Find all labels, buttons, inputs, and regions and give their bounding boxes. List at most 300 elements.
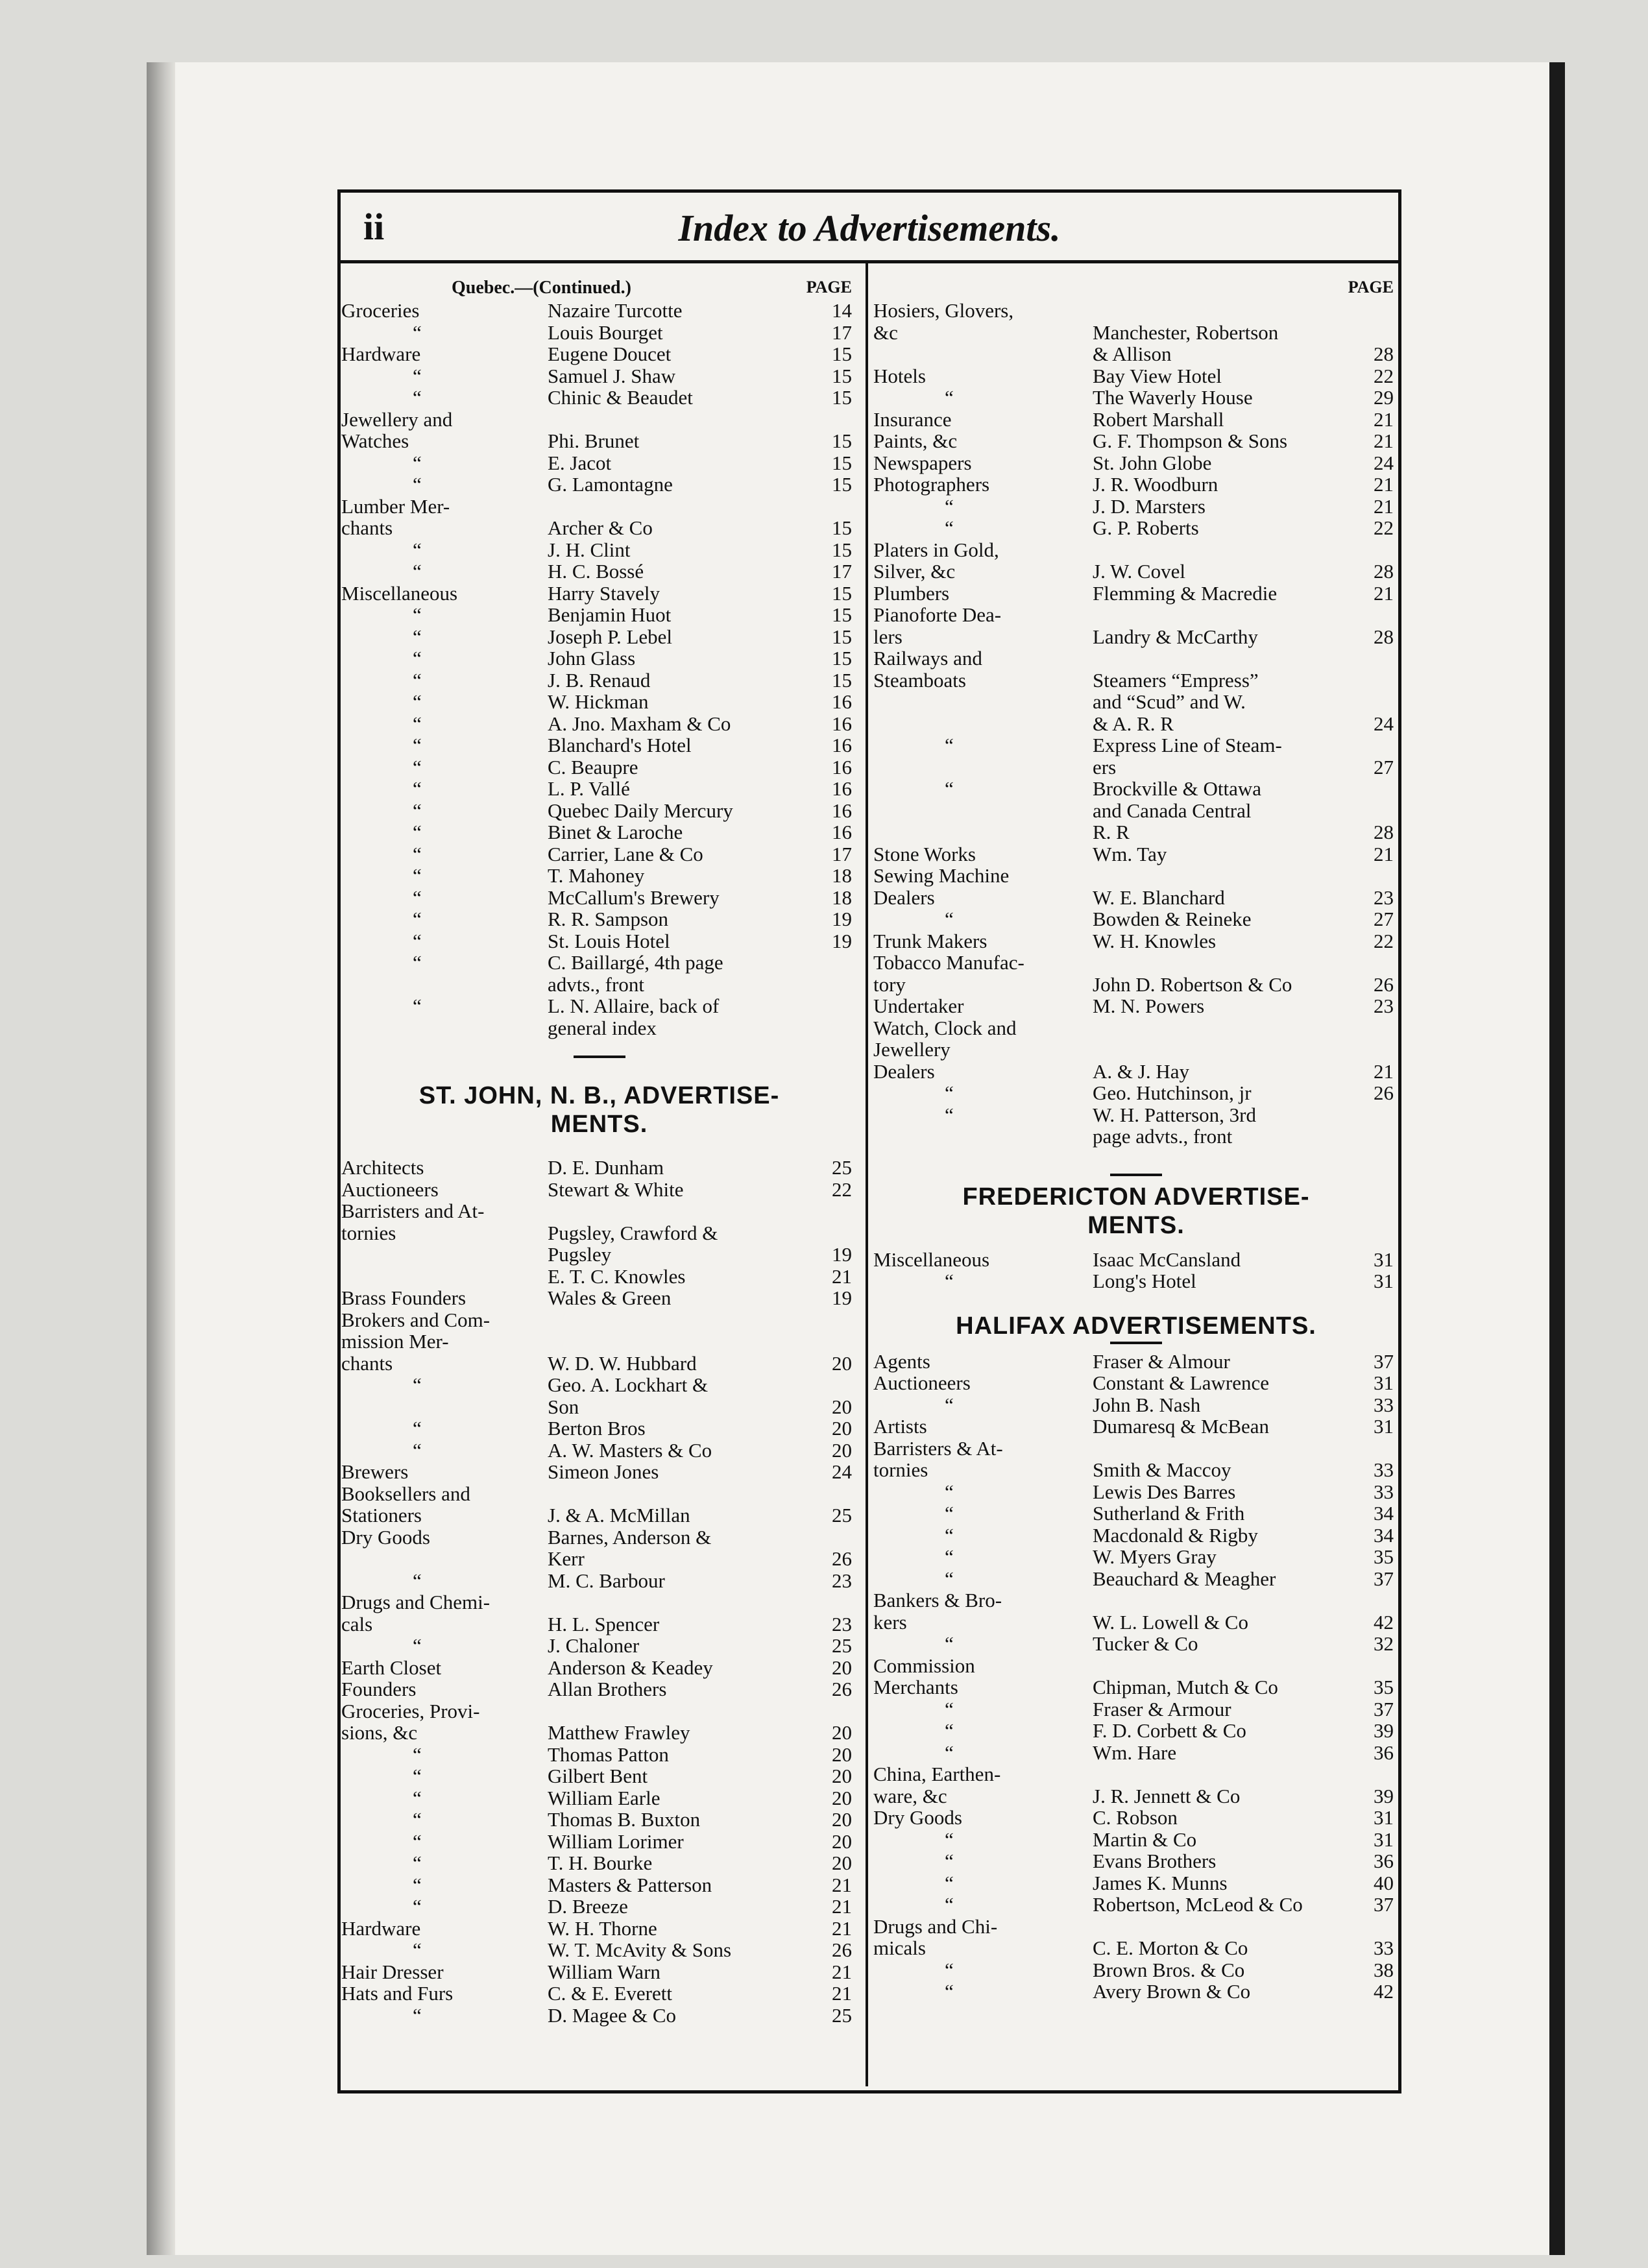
index-entry [873,1438,1399,1460]
advertiser-name: W. L. Lowell & Co [1093,1610,1248,1634]
page-number-ref: 36 [1374,1850,1394,1872]
page-number-ref: 21 [832,1264,852,1288]
category-label: Barristers and At- [341,1200,485,1222]
index-entry [873,300,1399,322]
quebec-heading-row [341,278,857,300]
advertiser-name: W. Hickman [548,690,649,713]
page-number-ref: 37 [1374,1697,1394,1720]
page-title: Index to Advertisements. [678,207,1061,249]
advertiser-name: McCallum's Brewery [548,886,720,909]
index-entry [341,1440,857,1462]
index-entry [873,800,1399,822]
page-number-ref: 15 [832,343,852,365]
category-label: Sewing Machine [873,864,1010,887]
page-number-ref: 28 [1374,343,1394,365]
index-entry [341,647,857,670]
advertiser-name: C. E. Morton & Co [1093,1936,1248,1959]
ditto-mark: “ [945,1719,954,1742]
advertiser-name: Beauchard & Meagher [1093,1567,1276,1590]
advertiser-name: W. H. Thorne [548,1916,657,1940]
advertiser-name: Phi. Brunet [548,429,640,452]
index-entry [341,1874,857,1896]
category-label: chants [341,1351,393,1375]
page-number-ref: 25 [832,1504,852,1526]
index-entry [341,1374,857,1396]
fredericton-entries [873,1249,1399,1292]
page-number-ref: 37 [1374,1567,1394,1590]
category-label: Watch, Clock and [873,1016,1017,1039]
ditto-mark: “ [413,908,422,930]
index-entry [341,2005,857,2027]
advertiser-name: John D. Robertson & Co [1093,972,1292,996]
index-entry [873,1568,1399,1590]
page-number-ref: 15 [832,581,852,605]
index-entry [341,561,857,583]
index-entry [873,1082,1399,1104]
index-entry [873,1742,1399,1764]
page-number-ref: 21 [832,1873,852,1896]
index-entry [341,1157,857,1179]
page-number-ref: 35 [1374,1545,1394,1568]
page-number-ref: 31 [1374,1270,1394,1292]
ditto-mark: “ [413,690,422,713]
stjohn-entries [341,1157,857,2026]
category-label: Plumbers [873,581,950,605]
advertiser-name: Simeon Jones [548,1460,659,1483]
page-number-ref: 31 [1374,1806,1394,1829]
page-number-ref: 16 [832,734,852,756]
index-entry [873,1502,1399,1525]
index-entry [873,1525,1399,1547]
index-entry [873,1270,1399,1292]
category-label: Merchants [873,1676,958,1698]
category-label: Pianoforte Dea- [873,603,1002,626]
index-entry [341,1418,857,1440]
page-number-ref: 15 [832,625,852,648]
page-number-ref: 26 [832,1678,852,1700]
category-label: tornies [873,1458,928,1481]
advertiser-name: St. John Globe [1093,451,1212,474]
index-entry [341,1548,857,1570]
page-number-ref: 15 [832,647,852,670]
advertiser-name: Anderson & Keadey [548,1656,713,1679]
ditto-mark: “ [413,1873,422,1896]
advertiser-name: Martin & Co [1093,1828,1197,1851]
advertiser-name: Sutherland & Frith [1093,1502,1245,1525]
advertiser-name: Quebec Daily Mercury [548,799,733,822]
ditto-mark: “ [413,1808,422,1831]
page-number-ref: 20 [832,1743,852,1766]
page-number-ref: 37 [1374,1349,1394,1373]
page-number-ref: 22 [1374,364,1394,387]
advertiser-name: H. L. Spencer [548,1612,660,1635]
index-entry [341,887,857,909]
index-entry [873,647,1399,670]
page-number-ref: 27 [1374,755,1394,778]
right-column [873,278,1399,2003]
index-entry [341,1896,857,1918]
index-entry [873,1829,1399,1851]
category-label: lers [873,625,903,648]
ditto-mark: “ [945,1545,954,1568]
page-number-ref: 34 [1374,1502,1394,1525]
index-entry [873,930,1399,952]
index-entry [341,843,857,865]
index-entry [341,1017,857,1039]
index-entry [873,1039,1399,1061]
ditto-mark: “ [945,1103,954,1126]
advertiser-name: Archer & Co [548,516,653,539]
page-number-ref: 16 [832,799,852,822]
index-entry [341,539,857,561]
page-number-ref: 20 [832,1417,852,1440]
index-entry [873,908,1399,930]
index-entry [873,1698,1399,1720]
category-label: micals [873,1936,926,1959]
advertiser-name: L. N. Allaire, back of [548,995,720,1017]
index-entry [341,952,857,974]
index-entry [341,1244,857,1266]
ditto-mark: “ [413,320,422,344]
index-entry [341,1700,857,1722]
ditto-mark: “ [945,734,954,756]
page-number-ref: 23 [832,1569,852,1592]
advertiser-name: page advts., front [1093,1125,1233,1148]
ditto-mark: “ [945,1741,954,1764]
index-entry [341,1722,857,1744]
page-number-ref: 17 [832,842,852,865]
advertiser-name: Bowden & Reineke [1093,908,1252,930]
page-number-ref: 33 [1374,1480,1394,1503]
page-number-ref: 21 [1374,1059,1394,1083]
ditto-mark: “ [413,1938,422,1961]
page-number-ref: 35 [1374,1676,1394,1698]
page-number-ref: 21 [1374,429,1394,452]
page-number-ref: 37 [1374,1893,1394,1916]
index-entry [341,930,857,952]
page-number-ref: 20 [832,1829,852,1853]
category-label: Groceries, Provi- [341,1699,480,1722]
advertiser-name: W. Myers Gray [1093,1545,1217,1568]
index-entry [341,430,857,452]
category-label: tory [873,972,906,996]
index-entry [341,1678,857,1700]
category-label: Insurance [873,407,952,431]
ditto-mark: “ [945,777,954,800]
ditto-mark: “ [945,494,954,518]
facing-page-edge [1549,62,1565,2255]
ditto-mark: “ [945,516,954,539]
page-number-ref: 20 [832,1852,852,1874]
category-label: Barristers & At- [873,1436,1003,1460]
page-number-ref: 33 [1374,1393,1394,1416]
ditto-mark: “ [945,1958,954,1981]
advertiser-name: Berton Bros [548,1417,646,1440]
advertiser-name: Robertson, McLeod & Co [1093,1893,1303,1916]
ditto-mark: “ [413,1743,422,1766]
category-label: Lumber Mer- [341,494,450,518]
advertiser-name: Wales & Green [548,1286,672,1309]
category-label: cals [341,1612,373,1635]
index-entry [873,1017,1399,1039]
index-entry [341,1331,857,1353]
right-heading-row [873,278,1399,300]
category-label: Hats and Furs [341,1982,454,2005]
index-entry [341,713,857,735]
ditto-mark: “ [413,1786,422,1809]
index-entry [873,517,1399,539]
category-label: Founders [341,1678,417,1700]
index-entry [341,1809,857,1831]
index-entry [873,474,1399,496]
advertiser-name: Samuel J. Shaw [548,364,676,387]
page-number-ref: 15 [832,364,852,387]
page-number-ref: 16 [832,755,852,778]
category-label: Earth Closet [341,1656,442,1679]
page-number-ref: 15 [832,386,852,409]
page-number-ref: 22 [832,1177,852,1201]
index-entry [873,1589,1399,1611]
category-label: Auctioneers [873,1371,971,1394]
advertiser-name: Gilbert Bent [548,1765,648,1787]
ditto-mark: “ [413,951,422,974]
page-number-ref: 24 [1374,451,1394,474]
index-entry [873,1416,1399,1438]
page-number-ref: 31 [1374,1415,1394,1438]
advertiser-name: D. Magee & Co [548,2003,677,2027]
index-entry [873,670,1399,692]
ditto-mark: “ [945,1980,954,2003]
page-number-ref: 31 [1374,1248,1394,1271]
advertiser-name: Matthew Frawley [548,1721,690,1744]
page-number-ref: 27 [1374,908,1394,930]
advertiser-name: Constant & Lawrence [1093,1371,1270,1394]
advertiser-name: Benjamin Huot [548,603,672,626]
page-number-ref: 34 [1374,1523,1394,1547]
page-number-ref: 20 [832,1786,852,1809]
category-label: Undertaker [873,995,964,1017]
advertiser-name: D. Breeze [548,1895,628,1918]
index-entry [341,322,857,344]
page-number-ref: 32 [1374,1632,1394,1655]
index-entry [873,1372,1399,1394]
index-entry [873,1351,1399,1373]
page-number-ref: 33 [1374,1458,1394,1481]
index-entry [873,1807,1399,1829]
advertiser-name: Thomas Patton [548,1743,669,1766]
ditto-mark: “ [413,603,422,626]
ditto-mark: “ [413,777,422,800]
category-label: Silver, &c [873,560,956,583]
index-entry [341,1222,857,1244]
ditto-mark: “ [945,386,954,409]
advertiser-name: Manchester, Robertson [1093,320,1279,344]
advertiser-name: and Canada Central [1093,799,1252,822]
advertiser-name: The Waverly House [1093,386,1253,409]
category-label: Photographers [873,473,990,496]
index-entry [341,908,857,930]
category-label: Newspapers [873,451,972,474]
advertiser-name: Fraser & Armour [1093,1697,1231,1720]
advertiser-name: Nazaire Turcotte [548,299,683,322]
advertiser-name: W. T. McAvity & Sons [548,1938,732,1961]
index-entry [873,1981,1399,2003]
ditto-mark: “ [945,1632,954,1655]
advertiser-name: Chinic & Beaudet [548,386,693,409]
index-entry [341,1831,857,1853]
advertiser-name: J. & A. McMillan [548,1504,690,1526]
category-label: Steamboats [873,668,966,692]
advertiser-name: E. T. C. Knowles [548,1264,686,1288]
ditto-mark: “ [945,1697,954,1720]
ditto-mark: “ [945,1502,954,1525]
index-entry [341,1266,857,1288]
section-rule [1110,1342,1162,1344]
ditto-mark: “ [413,625,422,648]
category-label: Platers in Gold, [873,538,999,561]
advertiser-name: A. & J. Hay [1093,1059,1189,1083]
ditto-mark: “ [413,364,422,387]
index-entry [873,452,1399,474]
index-entry [873,1937,1399,1959]
advertiser-name: Isaac McCansland [1093,1248,1241,1271]
advertiser-name: Wm. Hare [1093,1741,1177,1764]
advertiser-name: Binet & Laroche [548,821,683,843]
halifax-entries [873,1351,1399,2003]
category-label: Booksellers and [341,1482,470,1505]
advertiser-name: Express Line of Steam- [1093,734,1282,756]
index-entry [341,821,857,843]
page-number-ref: 21 [832,1895,852,1918]
index-entry [873,778,1399,800]
advertiser-name: Steamers “Empress” [1093,668,1259,692]
category-label: kers [873,1610,907,1634]
category-label: Miscellaneous [341,581,458,605]
advertiser-name: general index [548,1016,657,1039]
index-entry [873,974,1399,996]
category-label: Auctioneers [341,1177,439,1201]
advertiser-name: Avery Brown & Co [1093,1980,1251,2003]
advertiser-name: St. Louis Hotel [548,929,670,952]
index-entry [873,496,1399,518]
advertiser-name: H. C. Bossé [548,560,644,583]
advertiser-name: C. & E. Everett [548,1982,672,2005]
category-label: Hardware [341,1916,421,1940]
advertiser-name: Chipman, Mutch & Co [1093,1676,1278,1698]
index-entry [873,1481,1399,1503]
page-number-ref: 16 [832,821,852,843]
halifax-heading: HALIFAX ADVERTISEMENTS. [956,1312,1316,1340]
page-number-ref: 26 [1374,972,1394,996]
ditto-mark: “ [945,1850,954,1872]
stjohn-heading-1: ST. JOHN, N. B., ADVERTISE- [418,1082,780,1109]
index-entry [873,365,1399,387]
advertiser-name: F. D. Corbett & Co [1093,1719,1246,1742]
index-entry [341,517,857,539]
page-number-ref: 20 [832,1351,852,1375]
category-label: Dealers [873,886,935,909]
ditto-mark: “ [413,864,422,887]
category-label: chants [341,516,393,539]
page-number-ref: 25 [832,1156,852,1179]
advertiser-name: Dumaresq & McBean [1093,1415,1270,1438]
index-entry [873,387,1399,409]
category-label: Jewellery [873,1038,951,1061]
index-entry [341,1961,857,1983]
advertiser-name: M. C. Barbour [548,1569,665,1592]
index-entry [873,1916,1399,1938]
advertiser-name: J. R. Woodburn [1093,473,1218,496]
index-entry [341,1570,857,1592]
category-label: Hotels [873,364,926,387]
advertiser-name: D. E. Dunham [548,1156,664,1179]
category-label: Paints, &c [873,429,958,452]
ditto-mark: “ [413,1634,422,1657]
page-number-ref: 15 [832,429,852,452]
index-entry [873,713,1399,735]
advertiser-name: Lewis Des Barres [1093,1480,1236,1503]
page-column-label: PAGE [806,278,852,296]
advertiser-name: Robert Marshall [1093,407,1224,431]
category-label: sions, &c [341,1721,418,1744]
page-number-ref: 15 [832,473,852,496]
category-label: Brass Founders [341,1286,467,1309]
page-number-ref: 15 [832,668,852,692]
index-entry [341,734,857,756]
advertiser-name: and “Scud” and W. [1093,690,1246,713]
ditto-mark: “ [413,560,422,583]
quebec-entries [341,300,857,1039]
category-label: &c [873,320,898,344]
category-label: Commission [873,1654,975,1677]
category-label: Jewellery and [341,407,453,431]
advertiser-name: J. W. Covel [1093,560,1185,583]
advertiser-name: Flemming & Macredie [1093,581,1278,605]
advertiser-name: Allan Brothers [548,1678,667,1700]
advertiser-name: John B. Nash [1093,1393,1201,1416]
index-entry [873,1872,1399,1894]
advertiser-name: Landry & McCarthy [1093,625,1258,648]
advertiser-name: Joseph P. Lebel [548,625,673,648]
page-number-ref: 18 [832,864,852,887]
advertiser-name: G. P. Roberts [1093,516,1199,539]
index-entry [873,887,1399,909]
advertiser-name: J. B. Renaud [548,668,651,692]
ditto-mark: “ [413,755,422,778]
advertiser-name: & A. R. R [1093,712,1174,735]
advertiser-name: J. Chaloner [548,1634,640,1657]
category-label: Dry Goods [873,1806,962,1829]
column-divider [866,263,868,2086]
page-number-ref: 23 [1374,886,1394,909]
advertiser-name: advts., front [548,972,644,996]
index-entry [341,691,857,713]
page-number-ref: 17 [832,320,852,344]
index-entry [341,1526,857,1549]
advertiser-name: G. Lamontagne [548,473,673,496]
page-number-ref: 39 [1374,1784,1394,1807]
page-number-ref: 21 [1374,494,1394,518]
ditto-mark: “ [413,451,422,474]
ditto-mark: “ [945,1893,954,1916]
category-label: Architects [341,1156,424,1179]
index-entry [873,1763,1399,1785]
ditto-mark: “ [413,1438,422,1462]
advertiser-name: Pugsley, Crawford & [548,1221,718,1244]
advertiser-name: A. Jno. Maxham & Co [548,712,731,735]
index-entry [341,1483,857,1505]
index-entry [873,1394,1399,1416]
